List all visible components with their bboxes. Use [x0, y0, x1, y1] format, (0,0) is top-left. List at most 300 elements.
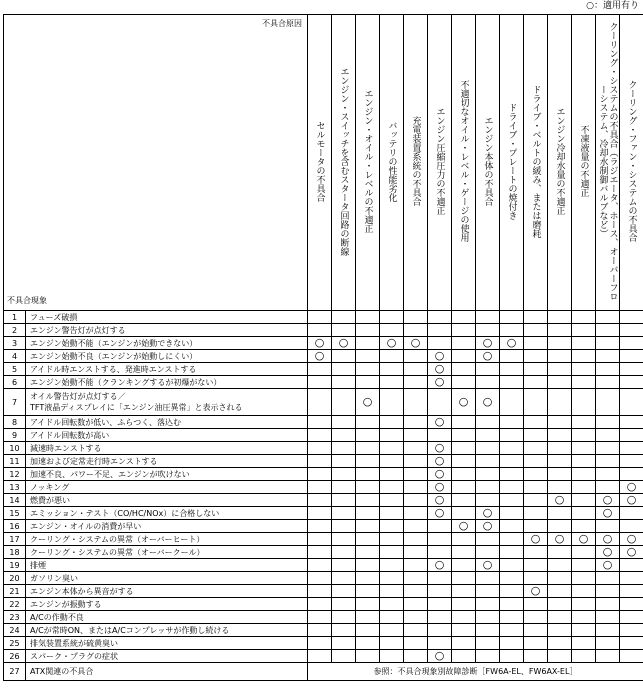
- empty-cell: [596, 468, 620, 481]
- row-number: 16: [4, 520, 26, 533]
- empty-cell: [452, 363, 476, 376]
- cause-label: エンジン冷却水量の不適正: [554, 107, 565, 215]
- empty-cell: [548, 650, 572, 663]
- empty-cell: [452, 311, 476, 324]
- empty-cell: [428, 311, 452, 324]
- empty-cell: [308, 624, 332, 637]
- empty-cell: [404, 559, 428, 572]
- table-row: [4, 337, 643, 350]
- empty-cell: [548, 572, 572, 585]
- empty-cell: [404, 624, 428, 637]
- applicable-mark: ○: [428, 468, 452, 481]
- empty-cell: [524, 429, 548, 442]
- empty-cell: [380, 311, 404, 324]
- empty-cell: [524, 624, 548, 637]
- empty-cell: [596, 416, 620, 429]
- empty-cell: [500, 455, 524, 468]
- cause-header-10: [524, 15, 548, 311]
- applicable-mark: ○: [476, 350, 500, 363]
- cause-header-4: [380, 15, 404, 311]
- empty-cell: [548, 389, 572, 416]
- empty-cell: [404, 637, 428, 650]
- empty-cell: [332, 363, 356, 376]
- row-number: 21: [4, 585, 26, 598]
- symptom-text-line2: TFT液晶ディスプレイに「エンジン油圧異常」と表示される: [30, 403, 243, 412]
- empty-cell: [524, 416, 548, 429]
- empty-cell: [356, 337, 380, 350]
- symptom-cell: [26, 650, 308, 663]
- applicable-mark: ○: [524, 585, 548, 598]
- empty-cell: [452, 624, 476, 637]
- empty-cell: [524, 389, 548, 416]
- empty-cell: [476, 611, 500, 624]
- empty-cell: [620, 598, 643, 611]
- row-number: 11: [4, 455, 26, 468]
- empty-cell: [356, 350, 380, 363]
- symptom-cell: [26, 455, 308, 468]
- symptom-text: フューズ破損: [30, 312, 78, 322]
- table-row: [4, 494, 643, 507]
- applicable-mark: ○: [380, 337, 404, 350]
- symptom-cell: [26, 468, 308, 481]
- empty-cell: [452, 533, 476, 546]
- empty-cell: [572, 350, 596, 363]
- row-number: 7: [4, 389, 26, 416]
- symptom-text: ノッキング: [30, 482, 70, 492]
- empty-cell: [428, 389, 452, 416]
- empty-cell: [308, 324, 332, 337]
- empty-cell: [548, 611, 572, 624]
- empty-cell: [620, 376, 643, 389]
- table-row: [4, 533, 643, 546]
- table-row: [4, 442, 643, 455]
- empty-cell: [404, 376, 428, 389]
- empty-cell: [596, 481, 620, 494]
- symptom-text: アイドル時エンストする、発進時エンストする: [30, 364, 197, 374]
- empty-cell: [428, 324, 452, 337]
- empty-cell: [524, 572, 548, 585]
- empty-cell: [308, 650, 332, 663]
- empty-cell: [404, 650, 428, 663]
- empty-cell: [572, 494, 596, 507]
- empty-cell: [548, 311, 572, 324]
- empty-cell: [500, 585, 524, 598]
- empty-cell: [620, 650, 643, 663]
- applicable-mark: ○: [428, 559, 452, 572]
- empty-cell: [620, 363, 643, 376]
- symptom-text: ATX関連の不具合: [26, 663, 308, 681]
- empty-cell: [428, 585, 452, 598]
- empty-cell: [428, 598, 452, 611]
- cause-label: クーリング・ファン・システムの不具合: [626, 80, 637, 242]
- empty-cell: [548, 337, 572, 350]
- empty-cell: [620, 585, 643, 598]
- symptom-cell: [26, 311, 308, 324]
- empty-cell: [404, 546, 428, 559]
- table-row: [4, 572, 643, 585]
- empty-cell: [524, 442, 548, 455]
- empty-cell: [620, 429, 643, 442]
- row-number: 18: [4, 546, 26, 559]
- empty-cell: [428, 520, 452, 533]
- empty-cell: [524, 520, 548, 533]
- empty-cell: [476, 324, 500, 337]
- empty-cell: [500, 507, 524, 520]
- applicable-mark: ○: [476, 337, 500, 350]
- empty-cell: [428, 624, 452, 637]
- cause-label: ドライブ・ベルトの緩み、または磨耗: [530, 84, 541, 238]
- empty-cell: [548, 324, 572, 337]
- empty-cell: [356, 324, 380, 337]
- empty-cell: [308, 429, 332, 442]
- empty-cell: [428, 337, 452, 350]
- empty-cell: [524, 611, 548, 624]
- row-number: 13: [4, 481, 26, 494]
- symptom-cell: [26, 533, 308, 546]
- empty-cell: [524, 455, 548, 468]
- applicable-mark: ○: [620, 546, 643, 559]
- empty-cell: [332, 494, 356, 507]
- symptom-cell: [26, 637, 308, 650]
- empty-cell: [596, 363, 620, 376]
- empty-cell: [620, 468, 643, 481]
- empty-cell: [452, 376, 476, 389]
- empty-cell: [500, 611, 524, 624]
- empty-cell: [308, 598, 332, 611]
- empty-cell: [596, 311, 620, 324]
- empty-cell: [332, 546, 356, 559]
- empty-cell: [596, 611, 620, 624]
- empty-cell: [572, 389, 596, 416]
- cause-label: 不凍液量の不適正: [578, 125, 589, 197]
- empty-cell: [476, 363, 500, 376]
- applicable-mark: ○: [308, 350, 332, 363]
- empty-cell: [332, 429, 356, 442]
- cause-label: クーリング・システムの不具合（ラジエータ、ホース、オーバーフローシステム、冷却水制御バルブなど）: [597, 21, 618, 301]
- empty-cell: [500, 311, 524, 324]
- symptom-text: エミッション・テスト（CO/HC/NOx）に合格しない: [30, 508, 220, 518]
- applicable-mark: ○: [476, 389, 500, 416]
- table-row: [4, 481, 643, 494]
- empty-cell: [356, 481, 380, 494]
- header-row: [4, 15, 643, 311]
- applicable-mark: ○: [476, 507, 500, 520]
- empty-cell: [620, 324, 643, 337]
- empty-cell: [380, 572, 404, 585]
- empty-cell: [572, 507, 596, 520]
- empty-cell: [308, 455, 332, 468]
- symptom-cell: [26, 324, 308, 337]
- empty-cell: [332, 637, 356, 650]
- cause-header-9: [500, 15, 524, 311]
- table-row: [4, 650, 643, 663]
- empty-cell: [548, 559, 572, 572]
- empty-cell: [332, 533, 356, 546]
- empty-cell: [500, 376, 524, 389]
- table-row: [4, 429, 643, 442]
- table-row: [4, 324, 643, 337]
- symptom-text: エンジン始動不良（エンジンが始動しにくい）: [30, 351, 198, 361]
- empty-cell: [524, 311, 548, 324]
- symptom-text: 排煙: [30, 560, 46, 570]
- empty-cell: [356, 311, 380, 324]
- empty-cell: [332, 624, 356, 637]
- empty-cell: [356, 429, 380, 442]
- empty-cell: [332, 481, 356, 494]
- empty-cell: [572, 442, 596, 455]
- cause-header-11: [548, 15, 572, 311]
- empty-cell: [308, 546, 332, 559]
- empty-cell: [356, 624, 380, 637]
- table-row: [4, 389, 643, 416]
- empty-cell: [380, 520, 404, 533]
- symptom-cell: [26, 363, 308, 376]
- empty-cell: [500, 324, 524, 337]
- applicable-mark: ○: [596, 507, 620, 520]
- empty-cell: [452, 611, 476, 624]
- empty-cell: [572, 520, 596, 533]
- empty-cell: [572, 311, 596, 324]
- empty-cell: [572, 337, 596, 350]
- empty-cell: [380, 624, 404, 637]
- applicable-mark: ○: [428, 363, 452, 376]
- empty-cell: [596, 637, 620, 650]
- empty-cell: [356, 546, 380, 559]
- table-row: [4, 663, 643, 681]
- cause-label: 不適切なオイル・レベル・ゲージの使用: [458, 80, 469, 242]
- empty-cell: [332, 455, 356, 468]
- table-row: [4, 520, 643, 533]
- empty-cell: [332, 311, 356, 324]
- empty-cell: [596, 520, 620, 533]
- applicable-mark: ○: [428, 350, 452, 363]
- empty-cell: [572, 598, 596, 611]
- empty-cell: [572, 611, 596, 624]
- empty-cell: [476, 429, 500, 442]
- empty-cell: [500, 637, 524, 650]
- empty-cell: [524, 507, 548, 520]
- empty-cell: [308, 585, 332, 598]
- empty-cell: [524, 598, 548, 611]
- row-number: 24: [4, 624, 26, 637]
- empty-cell: [500, 533, 524, 546]
- symptom-text: クーリング・システムの異常（オーバークール）: [30, 547, 205, 557]
- empty-cell: [356, 598, 380, 611]
- empty-cell: [620, 416, 643, 429]
- symptom-text: エンジン本体から異音がする: [30, 586, 134, 596]
- empty-cell: [596, 455, 620, 468]
- empty-cell: [404, 507, 428, 520]
- empty-cell: [332, 650, 356, 663]
- empty-cell: [404, 520, 428, 533]
- empty-cell: [356, 637, 380, 650]
- symptom-text: 排気装置系統が硫黄臭い: [30, 638, 118, 648]
- empty-cell: [572, 455, 596, 468]
- applicable-mark: ○: [500, 337, 524, 350]
- symptom-title: 不具合現象: [7, 296, 47, 305]
- applicable-mark: ○: [428, 481, 452, 494]
- empty-cell: [548, 442, 572, 455]
- row-number: 2: [4, 324, 26, 337]
- empty-cell: [476, 585, 500, 598]
- empty-cell: [476, 481, 500, 494]
- empty-cell: [620, 507, 643, 520]
- empty-cell: [524, 337, 548, 350]
- empty-cell: [404, 468, 428, 481]
- symptom-text: エンジン始動不能（エンジンが始動できない）: [30, 338, 198, 348]
- empty-cell: [356, 559, 380, 572]
- empty-cell: [572, 637, 596, 650]
- empty-cell: [620, 389, 643, 416]
- empty-cell: [356, 376, 380, 389]
- table-row: [4, 611, 643, 624]
- row-number: 12: [4, 468, 26, 481]
- table-row: [4, 585, 643, 598]
- empty-cell: [596, 650, 620, 663]
- table-row: [4, 350, 643, 363]
- empty-cell: [308, 416, 332, 429]
- empty-cell: [332, 598, 356, 611]
- empty-cell: [356, 520, 380, 533]
- empty-cell: [524, 481, 548, 494]
- empty-cell: [452, 337, 476, 350]
- empty-cell: [572, 481, 596, 494]
- empty-cell: [308, 572, 332, 585]
- symptom-text: アイドル回転数が高い: [30, 430, 110, 440]
- empty-cell: [620, 572, 643, 585]
- empty-cell: [476, 455, 500, 468]
- cause-header-2: [332, 15, 356, 311]
- empty-cell: [308, 507, 332, 520]
- empty-cell: [524, 350, 548, 363]
- empty-cell: [404, 442, 428, 455]
- empty-cell: [548, 637, 572, 650]
- empty-cell: [500, 389, 524, 416]
- empty-cell: [380, 533, 404, 546]
- symptom-cell: [26, 611, 308, 624]
- empty-cell: [620, 624, 643, 637]
- empty-cell: [500, 468, 524, 481]
- empty-cell: [548, 468, 572, 481]
- empty-cell: [308, 520, 332, 533]
- table-row: [4, 363, 643, 376]
- row-number: 5: [4, 363, 26, 376]
- cause-header-1: [308, 15, 332, 311]
- empty-cell: [380, 429, 404, 442]
- empty-cell: [452, 324, 476, 337]
- empty-cell: [404, 572, 428, 585]
- empty-cell: [308, 389, 332, 416]
- applicable-mark: ○: [428, 507, 452, 520]
- empty-cell: [404, 429, 428, 442]
- empty-cell: [380, 494, 404, 507]
- empty-cell: [620, 442, 643, 455]
- row-number: 23: [4, 611, 26, 624]
- empty-cell: [572, 559, 596, 572]
- empty-cell: [380, 324, 404, 337]
- empty-cell: [596, 376, 620, 389]
- empty-cell: [356, 533, 380, 546]
- empty-cell: [620, 559, 643, 572]
- row-number: 22: [4, 598, 26, 611]
- empty-cell: [452, 442, 476, 455]
- applicable-mark: ○: [428, 455, 452, 468]
- empty-cell: [356, 494, 380, 507]
- empty-cell: [452, 350, 476, 363]
- empty-cell: [332, 376, 356, 389]
- empty-cell: [332, 442, 356, 455]
- empty-cell: [500, 363, 524, 376]
- empty-cell: [524, 494, 548, 507]
- empty-cell: [596, 585, 620, 598]
- empty-cell: [404, 481, 428, 494]
- applicable-mark: ○: [548, 533, 572, 546]
- table-row: [4, 624, 643, 637]
- cause-header-14: [620, 15, 643, 311]
- empty-cell: [404, 324, 428, 337]
- applicable-mark: ○: [404, 337, 428, 350]
- symptom-text: エンジン始動不能（クランキングするが初爆がない）: [30, 377, 222, 387]
- empty-cell: [308, 481, 332, 494]
- cause-label: ドライブ・プレートの焼付き: [506, 102, 517, 220]
- empty-cell: [548, 455, 572, 468]
- empty-cell: [332, 572, 356, 585]
- empty-cell: [452, 650, 476, 663]
- symptom-cell: [26, 546, 308, 559]
- symptom-text: エンジンが振動する: [30, 599, 102, 609]
- empty-cell: [596, 442, 620, 455]
- empty-cell: [452, 546, 476, 559]
- row-number: 14: [4, 494, 26, 507]
- empty-cell: [380, 455, 404, 468]
- empty-cell: [500, 429, 524, 442]
- empty-cell: [548, 598, 572, 611]
- empty-cell: [548, 507, 572, 520]
- empty-cell: [476, 637, 500, 650]
- symptom-text: アイドル回転数が低い、ふらつく、落込む: [30, 417, 182, 427]
- empty-cell: [332, 585, 356, 598]
- empty-cell: [452, 468, 476, 481]
- cause-label: エンジン・オイル・レベルの不適正: [362, 89, 373, 233]
- row-number: 9: [4, 429, 26, 442]
- empty-cell: [500, 650, 524, 663]
- empty-cell: [500, 559, 524, 572]
- empty-cell: [452, 494, 476, 507]
- empty-cell: [356, 572, 380, 585]
- empty-cell: [572, 376, 596, 389]
- cause-header-13: [596, 15, 620, 311]
- empty-cell: [500, 520, 524, 533]
- empty-cell: [596, 429, 620, 442]
- empty-cell: [476, 311, 500, 324]
- applicable-mark: ○: [620, 533, 643, 546]
- symptom-text: ガソリン臭い: [30, 573, 78, 583]
- empty-cell: [380, 637, 404, 650]
- empty-cell: [500, 572, 524, 585]
- empty-cell: [500, 624, 524, 637]
- applicable-mark: ○: [476, 520, 500, 533]
- cause-label: エンジン圧縮圧力の不適正: [434, 107, 445, 215]
- table-row: [4, 546, 643, 559]
- reference-note: 参照：不具合現象別故障診断［FW6A-EL、FW6AX-EL］: [308, 663, 643, 681]
- empty-cell: [620, 520, 643, 533]
- symptom-cell: [26, 416, 308, 429]
- empty-cell: [308, 559, 332, 572]
- empty-cell: [500, 442, 524, 455]
- table-row: [4, 455, 643, 468]
- empty-cell: [428, 611, 452, 624]
- symptom-cause-table: [3, 14, 643, 681]
